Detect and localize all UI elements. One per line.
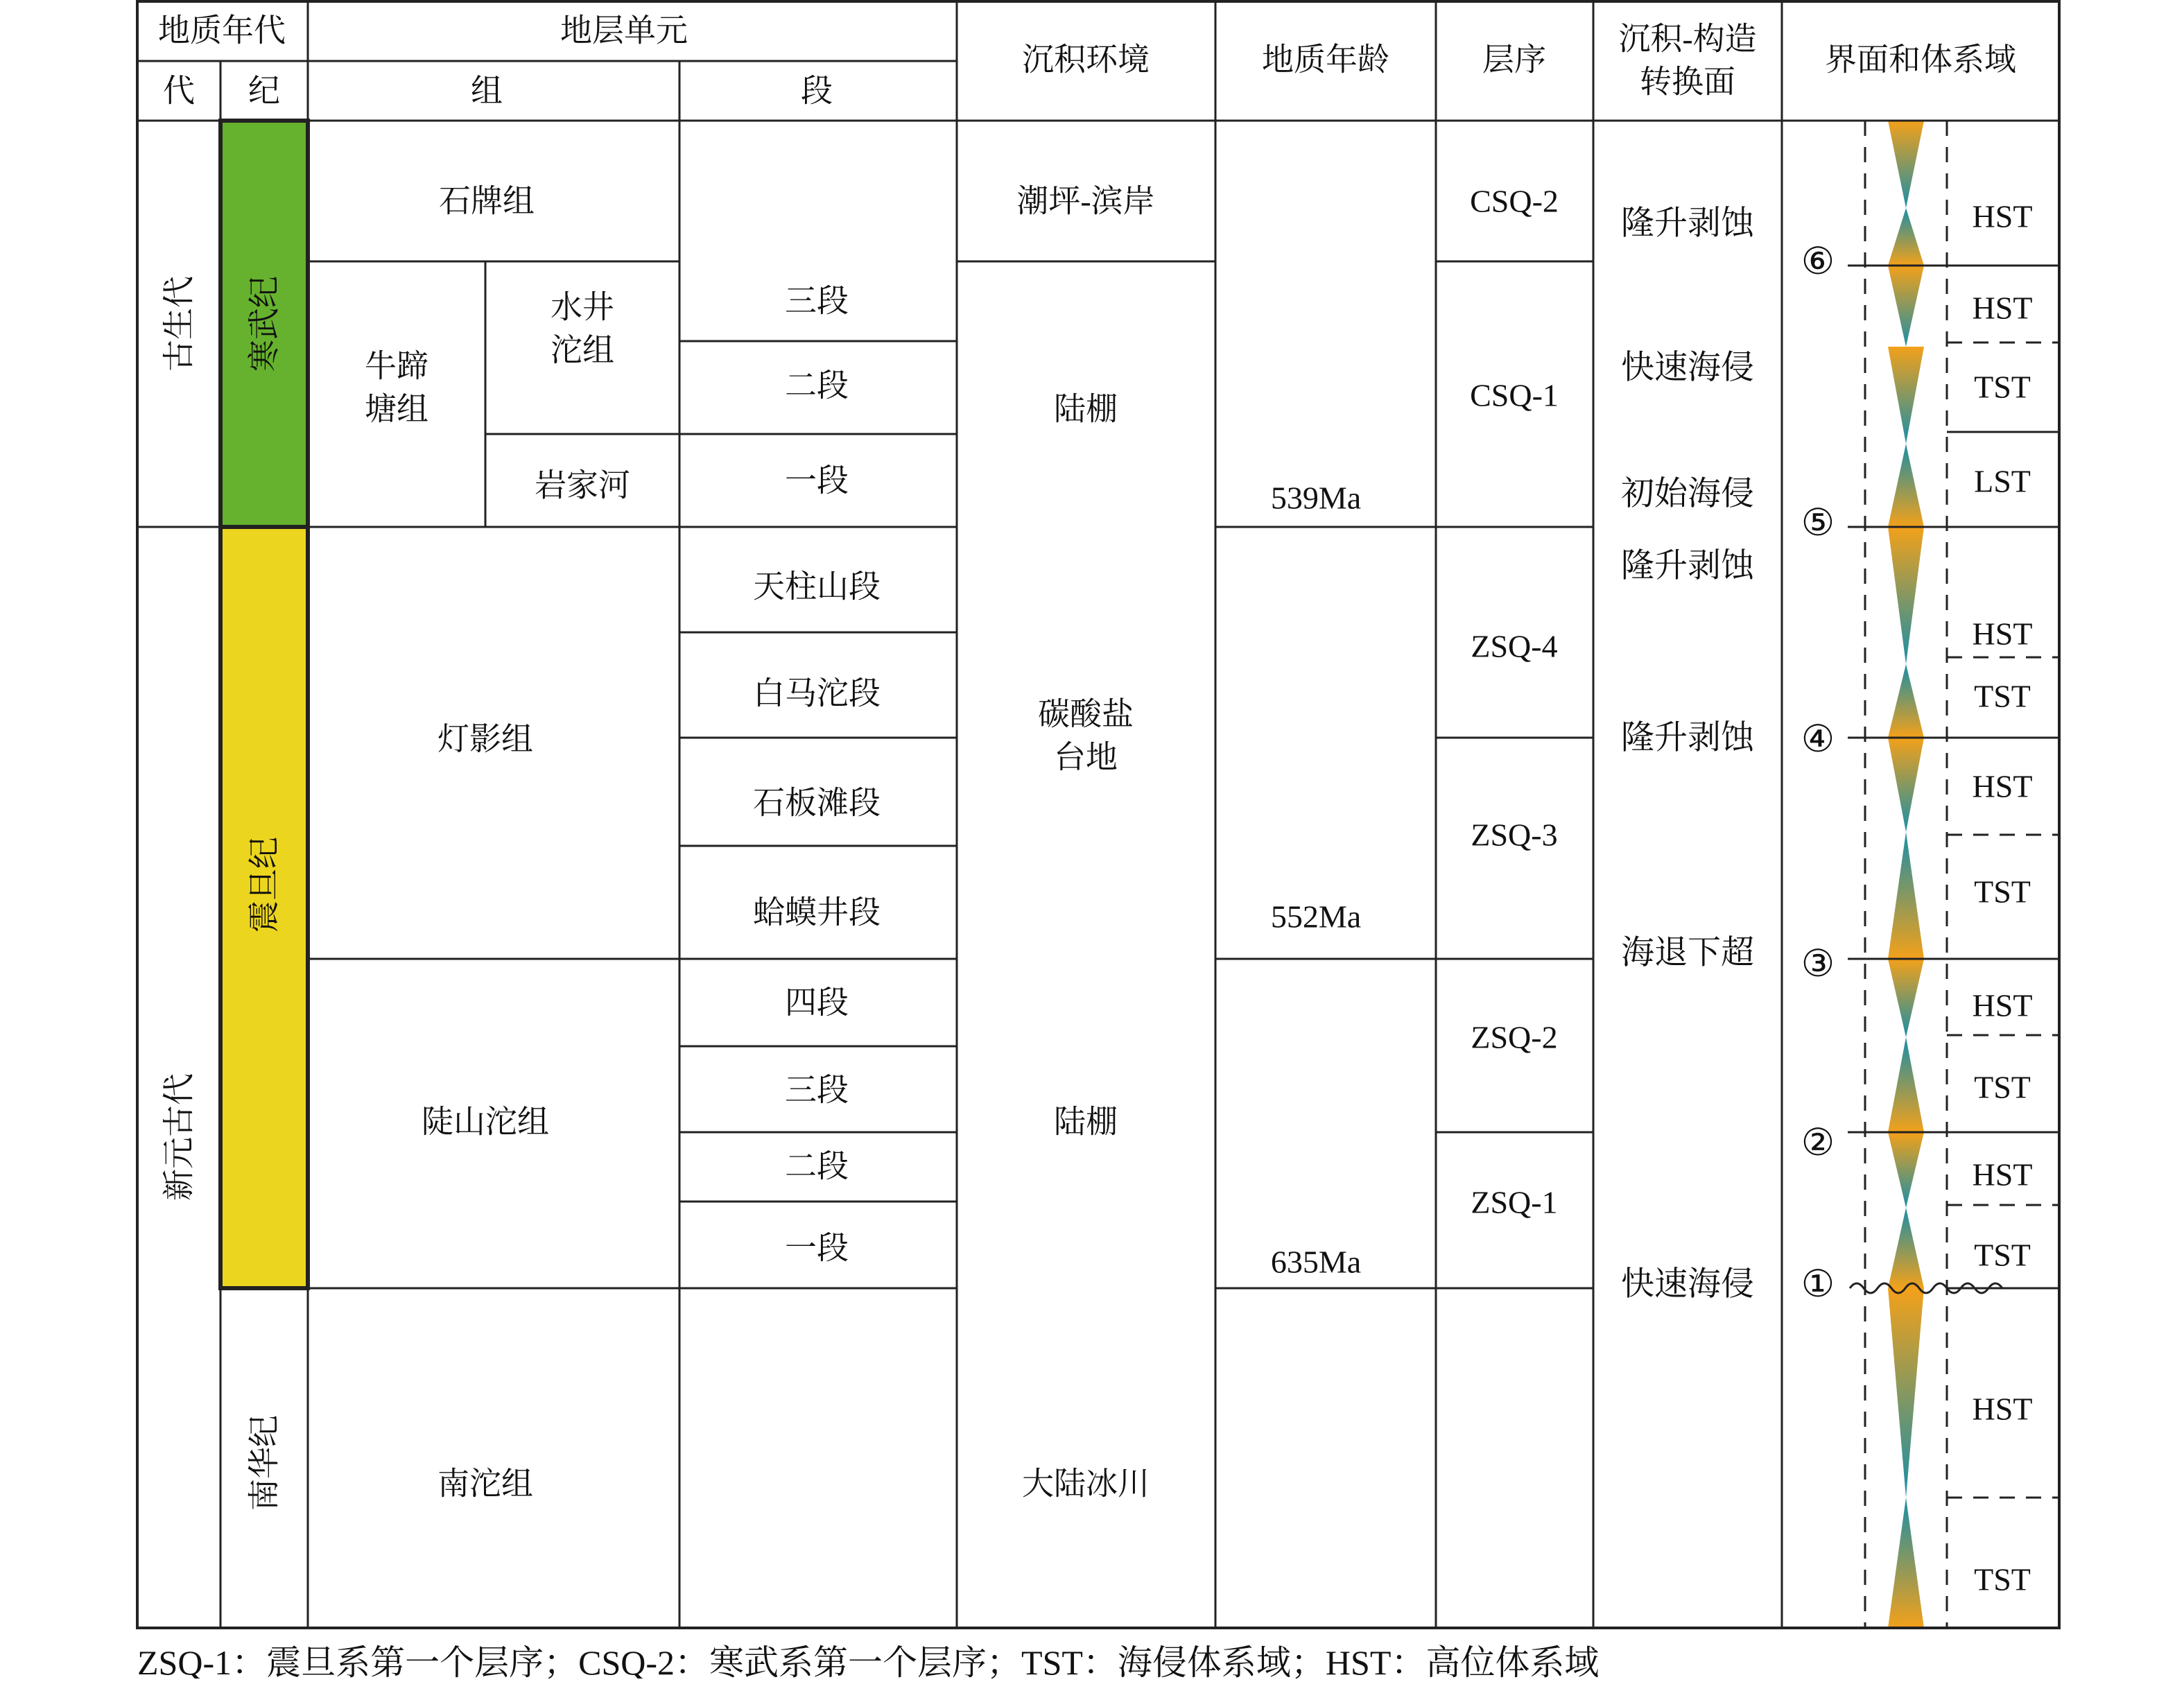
tract-label: TST xyxy=(1974,678,2031,714)
member-texts xyxy=(753,284,881,1266)
formation-texts xyxy=(365,184,630,1502)
sequence-csq-1: CSQ-1 xyxy=(1470,377,1559,413)
systems-tract-glyphs xyxy=(1888,121,1924,1628)
environment-tidal: 潮坪-滨岸 xyxy=(1016,183,1155,219)
member-baimatuo: 白马沱段 xyxy=(753,675,881,711)
tract-wedge xyxy=(1888,444,1924,527)
header-surface-tract: 界面和体系域 xyxy=(1825,42,2016,78)
header-strat-unit: 地层单元 xyxy=(560,12,688,49)
transition-3: 初始海侵 xyxy=(1620,475,1755,512)
member-shibantan: 石板滩段 xyxy=(753,785,881,821)
header-sequence: 层序 xyxy=(1482,42,1546,78)
transition-1: 隆升剥蚀 xyxy=(1620,205,1755,242)
transition-2: 快速海侵 xyxy=(1620,349,1755,386)
formation-shuijingtuo-line1: 水井 xyxy=(551,289,614,325)
table-grid xyxy=(137,1,2059,1628)
surface-2: ② xyxy=(1801,1122,1835,1163)
sequence-zsq-4: ZSQ-4 xyxy=(1471,628,1558,664)
figure-caption: ZSQ-1：震旦系第一个层序；CSQ-2：寒武系第一个层序；TST：海侵体系域；HST：高位体系域 xyxy=(137,1643,1600,1679)
surface-6: ⑥ xyxy=(1801,241,1835,282)
transition-7: 快速海侵 xyxy=(1620,1265,1755,1303)
period-cambrian: 寒武纪 xyxy=(246,276,282,372)
age-552: 552Ma xyxy=(1270,899,1362,935)
environment-shelf-sinian: 陆棚 xyxy=(1054,1104,1118,1140)
tract-wedge xyxy=(1888,664,1924,738)
tract-label: HST xyxy=(1972,1156,2033,1193)
formation-nantuo: 南沱组 xyxy=(437,1466,533,1502)
tract-wedge xyxy=(1888,1208,1924,1288)
age-539: 539Ma xyxy=(1270,480,1362,516)
environment-platform-line2: 台地 xyxy=(1054,739,1118,775)
header-age: 地质年龄 xyxy=(1262,42,1389,78)
tract-label: LST xyxy=(1974,463,2031,499)
header-era: 代 xyxy=(163,73,195,109)
age-635: 635Ma xyxy=(1270,1244,1362,1280)
member-doushantuo-2: 二段 xyxy=(785,1148,849,1184)
tract-wedge xyxy=(1888,959,1924,1037)
tract-label: TST xyxy=(1974,1561,2031,1597)
tract-label: HST xyxy=(1972,987,2033,1023)
environment-texts xyxy=(1016,184,1154,1502)
formation-dengying: 灯影组 xyxy=(437,721,533,757)
tract-label: TST xyxy=(1974,874,2031,910)
surface-1: ① xyxy=(1801,1263,1835,1305)
sequence-zsq-1: ZSQ-1 xyxy=(1471,1184,1558,1220)
member-cambrian-2: 二段 xyxy=(785,367,849,404)
tract-wedge xyxy=(1888,738,1924,832)
surface-5: ⑤ xyxy=(1801,502,1835,544)
transition-texts xyxy=(1621,205,1755,1303)
formation-shipai: 石牌组 xyxy=(439,183,535,219)
formation-doushantuo: 陡山沱组 xyxy=(422,1104,549,1140)
formation-niutitang-line2: 塘组 xyxy=(365,391,428,427)
header-transition-line2: 转换面 xyxy=(1640,64,1735,100)
era-neoproterozoic: 新元古代 xyxy=(161,1073,197,1201)
header-formation: 组 xyxy=(471,73,503,109)
transition-5: 隆升剥蚀 xyxy=(1620,719,1755,756)
tract-wedge xyxy=(1888,347,1924,444)
sequence-zsq-3: ZSQ-3 xyxy=(1471,817,1558,853)
tract-label: TST xyxy=(1974,1069,2031,1105)
tract-wedge xyxy=(1888,1498,1924,1628)
member-cambrian-3: 三段 xyxy=(785,283,849,319)
surface-4: ④ xyxy=(1801,718,1835,760)
sequence-zsq-2: ZSQ-2 xyxy=(1471,1019,1558,1055)
surface-numbers xyxy=(1801,241,1835,1305)
formation-yanjiahe: 岩家河 xyxy=(535,467,630,503)
transition-6: 海退下超 xyxy=(1620,934,1755,971)
surface-3: ③ xyxy=(1801,943,1835,985)
tract-wedge xyxy=(1888,266,1924,347)
tract-label: HST xyxy=(1972,198,2033,234)
header-member: 段 xyxy=(801,73,833,109)
age-texts xyxy=(1271,480,1361,1280)
tract-wedge xyxy=(1888,1037,1924,1132)
header-transition-line1: 沉积-构造 xyxy=(1618,21,1757,57)
member-doushantuo-3: 三段 xyxy=(785,1072,849,1108)
tract-label: HST xyxy=(1972,616,2033,652)
header-geologic-time: 地质年代 xyxy=(158,12,286,49)
tract-wedge xyxy=(1888,1288,1924,1498)
tract-label: TST xyxy=(1974,1237,2031,1273)
member-tianzhushan: 天柱山段 xyxy=(753,569,881,605)
tract-labels xyxy=(1973,199,2033,1597)
sequence-texts xyxy=(1470,184,1559,1220)
tract-wedge xyxy=(1888,527,1924,664)
environment-platform-line1: 碳酸盐 xyxy=(1038,696,1134,732)
member-doushantuo-4: 四段 xyxy=(785,985,849,1021)
member-cambrian-1: 一段 xyxy=(785,462,849,498)
tract-label: HST xyxy=(1972,290,2033,326)
sequence-csq-2: CSQ-2 xyxy=(1470,183,1559,219)
environment-glacier: 大陆冰川 xyxy=(1022,1466,1150,1502)
era-paleozoic: 古生代 xyxy=(161,276,197,372)
tract-label: HST xyxy=(1972,1391,2033,1427)
environment-shelf-cambrian: 陆棚 xyxy=(1054,391,1118,427)
period-nanhua: 南华纪 xyxy=(246,1415,282,1511)
formation-shuijingtuo-line2: 沱组 xyxy=(551,332,614,368)
header-environment: 沉积环境 xyxy=(1022,42,1150,78)
header-period: 纪 xyxy=(248,73,280,109)
formation-niutitang-line1: 牛蹄 xyxy=(365,348,428,384)
period-sinian: 震旦纪 xyxy=(246,837,282,933)
tract-label: HST xyxy=(1972,768,2033,804)
tract-wedge xyxy=(1888,1132,1924,1208)
tract-label: TST xyxy=(1974,369,2031,405)
tract-wedge xyxy=(1888,832,1924,959)
tract-wedge xyxy=(1888,121,1924,208)
member-doushantuo-1: 一段 xyxy=(785,1230,849,1266)
member-hamajing: 蛤蟆井段 xyxy=(753,894,881,930)
tract-wedge xyxy=(1888,208,1924,266)
transition-4: 隆升剥蚀 xyxy=(1620,547,1755,584)
